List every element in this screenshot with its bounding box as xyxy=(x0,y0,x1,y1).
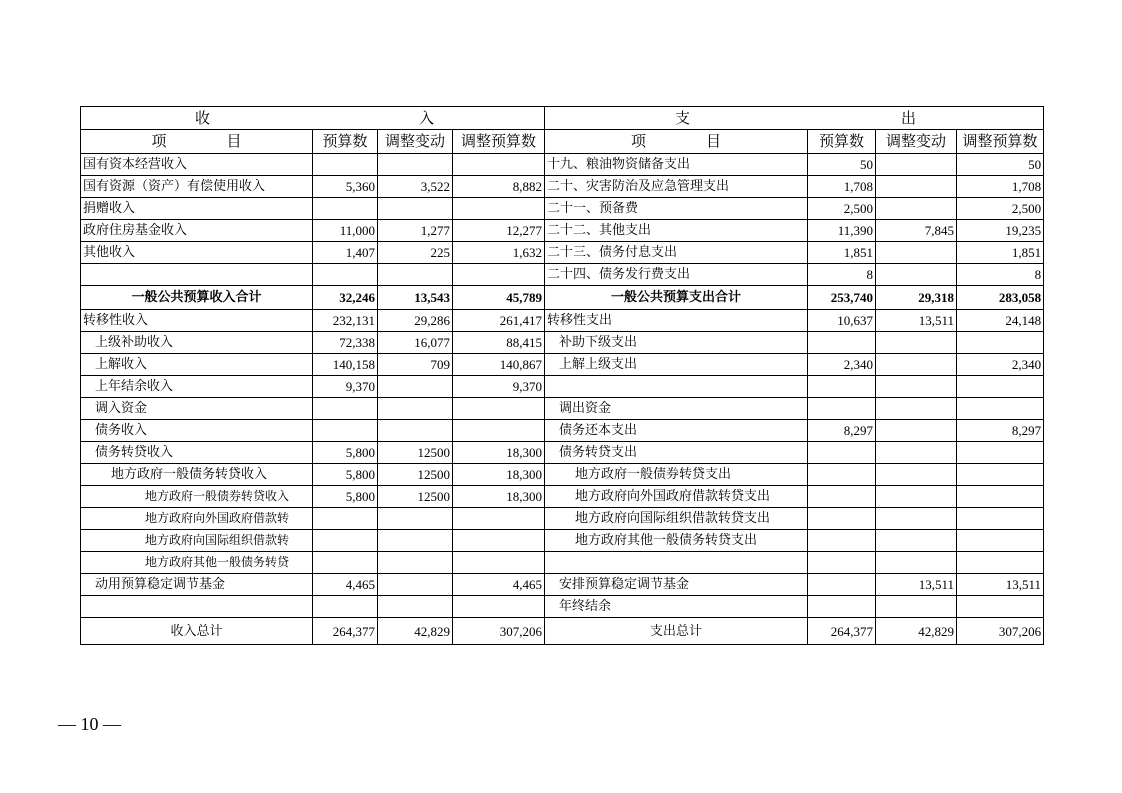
expense-change-header: 调整变动 xyxy=(876,130,957,154)
income-item-cell: 债务转贷收入 xyxy=(81,442,313,464)
income-adjusted-cell xyxy=(453,198,545,220)
income-budget-cell: 5,800 xyxy=(313,464,378,486)
income-change-cell xyxy=(378,508,453,530)
income-item-cell: 政府住房基金收入 xyxy=(81,220,313,242)
expense-change-cell xyxy=(876,420,957,442)
income-change-cell xyxy=(378,264,453,286)
expense-change-cell: 13,511 xyxy=(876,310,957,332)
income-adjusted-cell xyxy=(453,154,545,176)
expense-budget-cell: 8,297 xyxy=(808,420,876,442)
expense-adjusted-cell: 283,058 xyxy=(957,286,1044,310)
expense-change-cell xyxy=(876,552,957,574)
income-item-cell: 债务收入 xyxy=(81,420,313,442)
table-row xyxy=(81,220,1044,242)
income-change-cell: 1,277 xyxy=(378,220,453,242)
income-adjusted-cell: 18,300 xyxy=(453,442,545,464)
income-item-cell: 捐赠收入 xyxy=(81,198,313,220)
expense-adjusted-header: 调整预算数 xyxy=(957,130,1044,154)
expense-change-cell xyxy=(876,176,957,198)
expense-budget-cell xyxy=(808,376,876,398)
income-item-cell: 地方政府向外国政府借款转 xyxy=(81,508,313,530)
income-change-cell: 42,829 xyxy=(378,618,453,645)
expense-adjusted-cell: 307,206 xyxy=(957,618,1044,645)
expense-budget-cell xyxy=(808,442,876,464)
expense-adjusted-cell: 50 xyxy=(957,154,1044,176)
income-adjusted-cell: 4,465 xyxy=(453,574,545,596)
income-change-cell xyxy=(378,398,453,420)
income-change-cell xyxy=(378,552,453,574)
income-budget-cell: 32,246 xyxy=(313,286,378,310)
expense-budget-cell xyxy=(808,332,876,354)
expense-adjusted-cell xyxy=(957,398,1044,420)
income-budget-cell: 4,465 xyxy=(313,574,378,596)
income-budget-cell: 140,158 xyxy=(313,354,378,376)
expense-item-cell: 地方政府一般债券转贷支出 xyxy=(545,464,808,486)
expense-budget-cell: 264,377 xyxy=(808,618,876,645)
expense-adjusted-cell xyxy=(957,464,1044,486)
expense-change-cell xyxy=(876,398,957,420)
expense-change-cell xyxy=(876,198,957,220)
expense-item-cell: 二十四、债务发行费支出 xyxy=(545,264,808,286)
expense-budget-cell: 1,851 xyxy=(808,242,876,264)
expense-adjusted-cell xyxy=(957,552,1044,574)
income-change-cell: 225 xyxy=(378,242,453,264)
expense-item-cell: 地方政府向外国政府借款转贷支出 xyxy=(545,486,808,508)
expense-budget-cell: 253,740 xyxy=(808,286,876,310)
income-budget-cell xyxy=(313,596,378,618)
income-adjusted-cell xyxy=(453,508,545,530)
income-change-cell: 12500 xyxy=(378,442,453,464)
table-row xyxy=(81,398,1044,420)
expense-section-header xyxy=(545,107,1044,130)
table-row xyxy=(81,264,1044,286)
expense-item-cell: 债务还本支出 xyxy=(545,420,808,442)
expense-change-cell: 13,511 xyxy=(876,574,957,596)
table-row xyxy=(81,508,1044,530)
table-row xyxy=(81,552,1044,574)
expense-adjusted-cell: 24,148 xyxy=(957,310,1044,332)
expense-adjusted-cell: 1,708 xyxy=(957,176,1044,198)
income-adjusted-cell xyxy=(453,264,545,286)
table-row xyxy=(81,310,1044,332)
expense-item-cell: 一般公共预算支出合计 xyxy=(545,286,808,310)
expense-adjusted-cell xyxy=(957,530,1044,552)
expense-adjusted-cell: 8,297 xyxy=(957,420,1044,442)
income-item-cell xyxy=(81,596,313,618)
income-change-cell: 709 xyxy=(378,354,453,376)
income-item-cell: 地方政府其他一般债务转贷 xyxy=(81,552,313,574)
income-item-header: 项 目 xyxy=(81,130,313,154)
expense-header-left: 支 xyxy=(675,108,691,127)
expense-change-cell xyxy=(876,242,957,264)
expense-adjusted-cell: 2,340 xyxy=(957,354,1044,376)
expense-change-cell xyxy=(876,486,957,508)
expense-budget-cell: 2,500 xyxy=(808,198,876,220)
expense-item-cell: 上解上级支出 xyxy=(545,354,808,376)
income-budget-cell: 232,131 xyxy=(313,310,378,332)
expense-header-right: 出 xyxy=(901,108,917,127)
income-change-cell: 16,077 xyxy=(378,332,453,354)
income-item-cell: 国有资源（资产）有偿使用收入 xyxy=(81,176,313,198)
expense-budget-cell xyxy=(808,552,876,574)
income-adjusted-header: 调整预算数 xyxy=(453,130,545,154)
income-adjusted-cell: 1,632 xyxy=(453,242,545,264)
expense-adjusted-cell xyxy=(957,332,1044,354)
expense-budget-cell xyxy=(808,530,876,552)
income-section-header xyxy=(81,107,545,130)
expense-budget-cell xyxy=(808,486,876,508)
table-row xyxy=(81,596,1044,618)
expense-adjusted-cell xyxy=(957,486,1044,508)
income-change-cell: 12500 xyxy=(378,464,453,486)
table-row xyxy=(81,242,1044,264)
expense-budget-cell: 8 xyxy=(808,264,876,286)
table-row xyxy=(81,618,1044,645)
table-row xyxy=(81,376,1044,398)
expense-budget-header: 预算数 xyxy=(808,130,876,154)
income-adjusted-cell xyxy=(453,596,545,618)
expense-adjusted-cell: 1,851 xyxy=(957,242,1044,264)
income-budget-cell xyxy=(313,264,378,286)
expense-adjusted-cell xyxy=(957,376,1044,398)
income-adjusted-cell: 18,300 xyxy=(453,486,545,508)
expense-item-cell: 支出总计 xyxy=(545,618,808,645)
expense-change-cell: 29,318 xyxy=(876,286,957,310)
income-budget-cell: 9,370 xyxy=(313,376,378,398)
expense-change-cell xyxy=(876,464,957,486)
table-row xyxy=(81,286,1044,310)
expense-item-cell: 安排预算稳定调节基金 xyxy=(545,574,808,596)
income-adjusted-cell: 307,206 xyxy=(453,618,545,645)
income-budget-cell: 5,360 xyxy=(313,176,378,198)
income-budget-cell xyxy=(313,552,378,574)
income-item-cell: 上级补助收入 xyxy=(81,332,313,354)
table-row xyxy=(81,198,1044,220)
income-change-cell xyxy=(378,530,453,552)
expense-change-cell: 42,829 xyxy=(876,618,957,645)
table-row xyxy=(81,354,1044,376)
income-budget-cell xyxy=(313,420,378,442)
table-row xyxy=(81,332,1044,354)
expense-adjusted-cell: 2,500 xyxy=(957,198,1044,220)
expense-change-cell xyxy=(876,376,957,398)
expense-item-cell: 年终结余 xyxy=(545,596,808,618)
income-item-cell: 国有资本经营收入 xyxy=(81,154,313,176)
table-row xyxy=(81,464,1044,486)
income-item-cell: 地方政府一般债券转贷收入 xyxy=(81,486,313,508)
income-change-cell: 13,543 xyxy=(378,286,453,310)
expense-change-cell xyxy=(876,264,957,286)
income-change-header: 调整变动 xyxy=(378,130,453,154)
expense-adjusted-cell xyxy=(957,442,1044,464)
income-change-cell xyxy=(378,154,453,176)
table-row xyxy=(81,530,1044,552)
expense-change-cell xyxy=(876,154,957,176)
income-adjusted-cell: 261,417 xyxy=(453,310,545,332)
income-budget-cell: 5,800 xyxy=(313,486,378,508)
income-item-cell: 调入资金 xyxy=(81,398,313,420)
income-change-cell xyxy=(378,198,453,220)
income-change-cell xyxy=(378,420,453,442)
expense-budget-cell xyxy=(808,508,876,530)
expense-budget-cell: 50 xyxy=(808,154,876,176)
table-row xyxy=(81,574,1044,596)
income-change-cell xyxy=(378,376,453,398)
section-header-row xyxy=(81,107,1044,130)
income-budget-cell xyxy=(313,398,378,420)
expense-adjusted-cell: 13,511 xyxy=(957,574,1044,596)
expense-adjusted-cell: 8 xyxy=(957,264,1044,286)
income-budget-cell xyxy=(313,198,378,220)
income-item-cell: 动用预算稳定调节基金 xyxy=(81,574,313,596)
income-budget-cell xyxy=(313,154,378,176)
expense-budget-cell xyxy=(808,596,876,618)
expense-budget-cell xyxy=(808,574,876,596)
expense-budget-cell: 11,390 xyxy=(808,220,876,242)
expense-budget-cell: 10,637 xyxy=(808,310,876,332)
income-change-cell: 12500 xyxy=(378,486,453,508)
expense-budget-cell xyxy=(808,464,876,486)
expense-change-cell: 7,845 xyxy=(876,220,957,242)
expense-budget-cell: 1,708 xyxy=(808,176,876,198)
income-budget-header: 预算数 xyxy=(313,130,378,154)
income-item-cell: 地方政府向国际组织借款转 xyxy=(81,530,313,552)
income-adjusted-cell: 18,300 xyxy=(453,464,545,486)
income-item-cell xyxy=(81,264,313,286)
expense-item-cell xyxy=(545,376,808,398)
expense-item-cell: 地方政府其他一般债务转贷支出 xyxy=(545,530,808,552)
income-budget-cell xyxy=(313,508,378,530)
table-row xyxy=(81,154,1044,176)
income-budget-cell xyxy=(313,530,378,552)
income-budget-cell: 5,800 xyxy=(313,442,378,464)
expense-change-cell xyxy=(876,530,957,552)
income-item-cell: 转移性收入 xyxy=(81,310,313,332)
income-adjusted-cell xyxy=(453,530,545,552)
expense-budget-cell xyxy=(808,398,876,420)
income-budget-cell: 1,407 xyxy=(313,242,378,264)
income-item-cell: 上解收入 xyxy=(81,354,313,376)
income-adjusted-cell: 140,867 xyxy=(453,354,545,376)
expense-adjusted-cell: 19,235 xyxy=(957,220,1044,242)
income-item-cell: 上年结余收入 xyxy=(81,376,313,398)
income-header-right: 入 xyxy=(419,108,435,127)
expense-item-header: 项 目 xyxy=(545,130,808,154)
income-adjusted-cell: 9,370 xyxy=(453,376,545,398)
expense-item-cell: 二十二、其他支出 xyxy=(545,220,808,242)
expense-change-cell xyxy=(876,596,957,618)
expense-item-cell xyxy=(545,552,808,574)
income-change-cell xyxy=(378,574,453,596)
expense-item-cell: 地方政府向国际组织借款转贷支出 xyxy=(545,508,808,530)
income-item-cell: 其他收入 xyxy=(81,242,313,264)
income-header-left: 收 xyxy=(195,108,211,127)
income-budget-cell: 11,000 xyxy=(313,220,378,242)
expense-item-cell: 债务转贷支出 xyxy=(545,442,808,464)
income-adjusted-cell: 88,415 xyxy=(453,332,545,354)
expense-item-cell: 二十三、债务付息支出 xyxy=(545,242,808,264)
income-adjusted-cell: 8,882 xyxy=(453,176,545,198)
expense-change-cell xyxy=(876,354,957,376)
income-item-cell: 收入总计 xyxy=(81,618,313,645)
expense-item-cell: 补助下级支出 xyxy=(545,332,808,354)
expense-change-cell xyxy=(876,508,957,530)
income-budget-cell: 264,377 xyxy=(313,618,378,645)
income-adjusted-cell xyxy=(453,398,545,420)
expense-budget-cell: 2,340 xyxy=(808,354,876,376)
income-adjusted-cell: 45,789 xyxy=(453,286,545,310)
income-change-cell: 3,522 xyxy=(378,176,453,198)
table-row xyxy=(81,486,1044,508)
page-number: — 10 — xyxy=(58,714,121,734)
expense-item-cell: 转移性支出 xyxy=(545,310,808,332)
column-header-row xyxy=(81,130,1044,154)
income-budget-cell: 72,338 xyxy=(313,332,378,354)
income-change-cell xyxy=(378,596,453,618)
income-adjusted-cell xyxy=(453,420,545,442)
expense-item-cell: 调出资金 xyxy=(545,398,808,420)
expense-change-cell xyxy=(876,442,957,464)
expense-change-cell xyxy=(876,332,957,354)
income-adjusted-cell: 12,277 xyxy=(453,220,545,242)
budget-table xyxy=(80,106,1044,645)
income-change-cell: 29,286 xyxy=(378,310,453,332)
table-row xyxy=(81,176,1044,198)
expense-item-cell: 十九、粮油物资储备支出 xyxy=(545,154,808,176)
expense-adjusted-cell xyxy=(957,508,1044,530)
expense-item-cell: 二十一、预备费 xyxy=(545,198,808,220)
income-item-cell: 地方政府一般债务转贷收入 xyxy=(81,464,313,486)
income-adjusted-cell xyxy=(453,552,545,574)
table-row xyxy=(81,420,1044,442)
expense-adjusted-cell xyxy=(957,596,1044,618)
table-row xyxy=(81,442,1044,464)
income-item-cell: 一般公共预算收入合计 xyxy=(81,286,313,310)
expense-item-cell: 二十、灾害防治及应急管理支出 xyxy=(545,176,808,198)
